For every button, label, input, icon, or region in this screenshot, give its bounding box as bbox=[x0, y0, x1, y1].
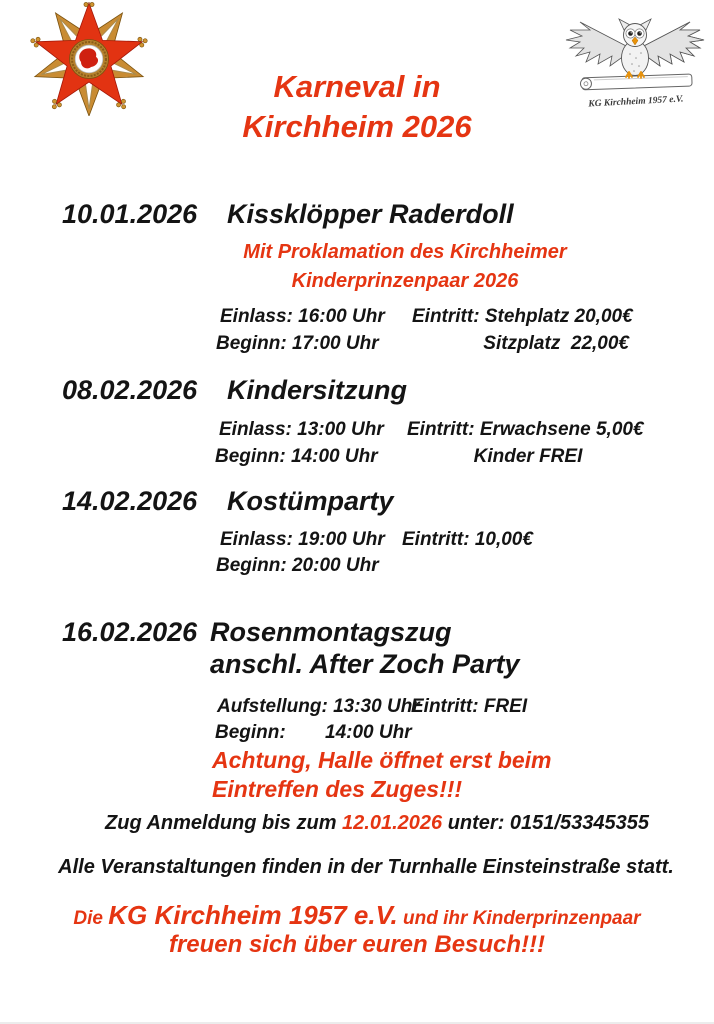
poster-title-line2: Kirchheim 2026 bbox=[242, 109, 472, 144]
club-name: KG Kirchheim 1957 e.V. bbox=[108, 900, 398, 930]
event-2-date: 08.02.2026 bbox=[62, 375, 198, 405]
event-4-date: 16.02.2026 bbox=[62, 617, 198, 647]
event-4-title-line2: anschl. After Zoch Party bbox=[210, 649, 520, 679]
thanks-suffix: und ihr Kinderprinzenpaar bbox=[397, 908, 641, 929]
event-4-aufstellung: Aufstellung: 13:30 Uhr bbox=[217, 696, 420, 717]
event-2-beginn: Beginn: 14:00 Uhr bbox=[215, 446, 378, 467]
registration-deadline: 12.01.2026 bbox=[342, 812, 443, 834]
thanks-prefix: Die bbox=[73, 908, 109, 929]
event-3-eintritt: Eintritt: 10,00€ bbox=[402, 529, 533, 550]
event-3-title: Kostümparty bbox=[227, 486, 394, 516]
event-1-eintritt: Eintritt: Stehplatz 20,00€ bbox=[412, 306, 633, 327]
thanks-line2: freuen sich über euren Besuch!!! bbox=[168, 931, 546, 958]
owl-logo-caption: KG Kirchheim 1957 e.V. bbox=[588, 94, 684, 110]
event-1-eintritt-2: Sitzplatz 22,00€ bbox=[483, 333, 629, 354]
parade-registration-line bbox=[40, 812, 714, 835]
event-2-einlass: Einlass: 13:00 Uhr bbox=[219, 419, 384, 440]
registration-prefix: Zug Anmeldung bis zum bbox=[105, 812, 343, 834]
event-1-title: Kissklöpper Raderdoll bbox=[227, 199, 514, 229]
hall-warning-line2: Eintreffen des Zuges!!! bbox=[212, 776, 463, 802]
event-4-eintritt: Eintritt: FREI bbox=[411, 696, 528, 717]
hall-warning-line1: Achtung, Halle öffnet erst beim bbox=[212, 747, 552, 773]
event-1-einlass: Einlass: 16:00 Uhr bbox=[220, 306, 385, 327]
poster-title-line1: Karneval in bbox=[273, 69, 441, 104]
event-4-title-line1: Rosenmontagszug bbox=[210, 617, 452, 647]
event-1-subtitle-line1: Mit Proklamation des Kirchheimer bbox=[243, 241, 567, 263]
event-2-title: Kindersitzung bbox=[227, 375, 407, 405]
event-3-date: 14.02.2026 bbox=[62, 486, 198, 516]
registration-phone: unter: 0151/53345355 bbox=[442, 812, 649, 834]
venue-note: Alle Veranstaltungen finden in der Turnhalle Einsteinstraße statt. bbox=[58, 856, 674, 878]
event-3-beginn: Beginn: 20:00 Uhr bbox=[216, 555, 379, 576]
event-2-eintritt: Eintritt: Erwachsene 5,00€ bbox=[407, 419, 644, 440]
event-1-subtitle-line2: Kinderprinzenpaar 2026 bbox=[291, 270, 519, 292]
event-2-eintritt-2: Kinder FREI bbox=[473, 446, 583, 467]
event-4-beginn-value: 14:00 Uhr bbox=[325, 722, 412, 743]
event-1-date: 10.01.2026 bbox=[62, 199, 198, 229]
event-4-beginn-label: Beginn: bbox=[215, 722, 286, 743]
thanks-line1 bbox=[0, 901, 714, 931]
event-3-einlass: Einlass: 19:00 Uhr bbox=[220, 529, 385, 550]
event-1-beginn: Beginn: 17:00 Uhr bbox=[216, 333, 379, 354]
